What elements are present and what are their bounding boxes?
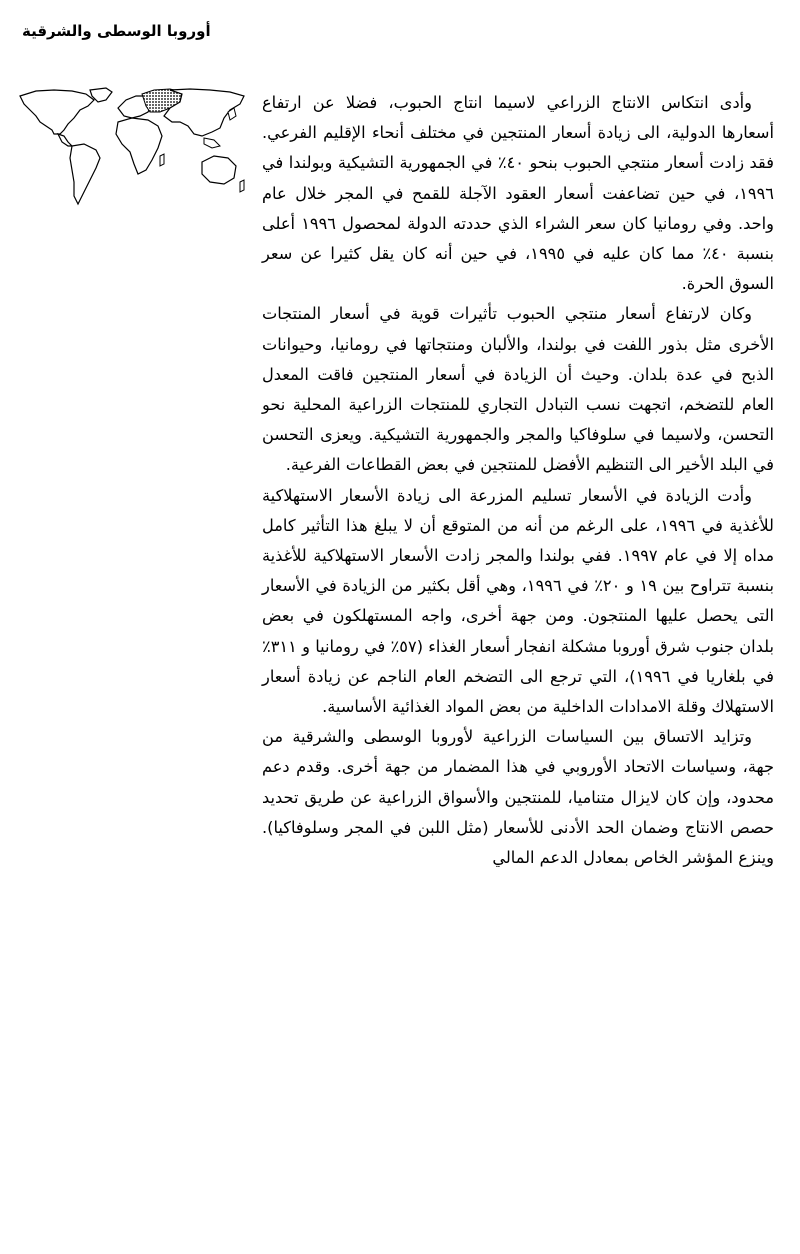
paragraph: وتزايد الاتساق بين السياسات الزراعية لأوروبا الوسطى والشرقية من جهة، وسياسات الاتحاد الأوروبي في هذا المضمار من جهة أخرى. وقدم دعم محدود، وإن كان لايزال متناميا، للمنتجين والأسواق الزراعية عن طريق تحديد حصص الانتاج وضمان الحد الأدنى للأسعار (مثل اللبن في المجر وسلوفاكيا). وينزع المؤشر الخاص بمعادل الدعم المالي [262, 727, 774, 868]
north-america-shape [20, 90, 94, 134]
paragraph: وكان لارتفاع أسعار منتجي الحبوب تأثيرات قوية في أسعار المنتجات الأخرى مثل بذور اللفت في بولندا، والألبان ومنتجاتها في رومانيا، وحيوانات الذبح في عدة بلدان. وحيث أن الزيادة في أسعار المنتجين فاقت المعدل العام للتضخم، اتجهت نسب التبادل التجاري للمنتجات الزراعية المحلية نحو التحسن، ولاسيما في سلوفاكيا والمجر والجمهورية التشيكية. ويعزى التحسن في البلد الأخير الى التنظيم الأفضل للمنتجين في بعض القطاعات الفرعية. [262, 304, 774, 475]
new-zealand-shape [240, 180, 244, 192]
paragraph: وأدت الزيادة في الأسعار تسليم المزرعة الى زيادة الأسعار الاستهلاكية للأغذية في ١٩٩٦، على الرغم من أنه من المتوقع أن لا يبلغ هذا التأثير كامل مداه إلا في عام ١٩٩٧. ففي بولندا والمجر زادت الأسعار الاستهلاكية للأغذية بنسبة تتراوح بين ١٩ و ٢٠٪ في ١٩٩٦، وهي أقل بكثير من الزيادة في الأسعار التى يحصل عليها المنتجون. ومن جهة أخرى، واجه المستهلكون في بعض بلدان جنوب شرق أوروبا مشكلة انفجار أسعار الغذاء (٥٧٪ في رومانيا و ٣١١٪ في بلغاريا في ١٩٩٦)، التي ترجع الى التضخم العام الناجم عن زيادة أسعار الاستهلاك وقلة الامدادات الداخلية من بعض المواد الغذائية الأساسية. [262, 485, 775, 717]
madagascar-shape [160, 154, 164, 166]
central-america-shape [58, 134, 72, 146]
southeast-asia-islands-shape [204, 138, 220, 148]
africa-shape [116, 118, 162, 174]
australia-shape [202, 156, 236, 184]
world-map-icon [14, 86, 248, 210]
page-header [22, 22, 211, 40]
south-america-shape [70, 144, 100, 204]
article-body [262, 88, 774, 873]
paragraph: وأدى انتكاس الانتاج الزراعي لاسيما انتاج الحبوب، فضلا عن ارتفاع أسعارها الدولية، الى زيادة أسعار المنتجين في مختلف أنحاء الإقليم الفرعي. فقد زادت أسعار منتجي الحبوب بنحو ٤٠٪ في الجمهورية التشيكية وبولندا في ١٩٩٦، في حين تضاعفت أسعار العقود الآجلة للقمح في المجر خلال عام واحد. وفي رومانيا كان سعر الشراء الذي حددته الدولة لمحصول ١٩٩٦ أعلى بنسبة ٤٠٪ مما كان عليه في ١٩٩٥، في حين أنه كان يقل كثيرا عن سعر السوق الحرة. [262, 93, 774, 294]
world-map-figure [14, 86, 248, 210]
page-title: أوروبا الوسطى والشرقية [22, 22, 211, 40]
